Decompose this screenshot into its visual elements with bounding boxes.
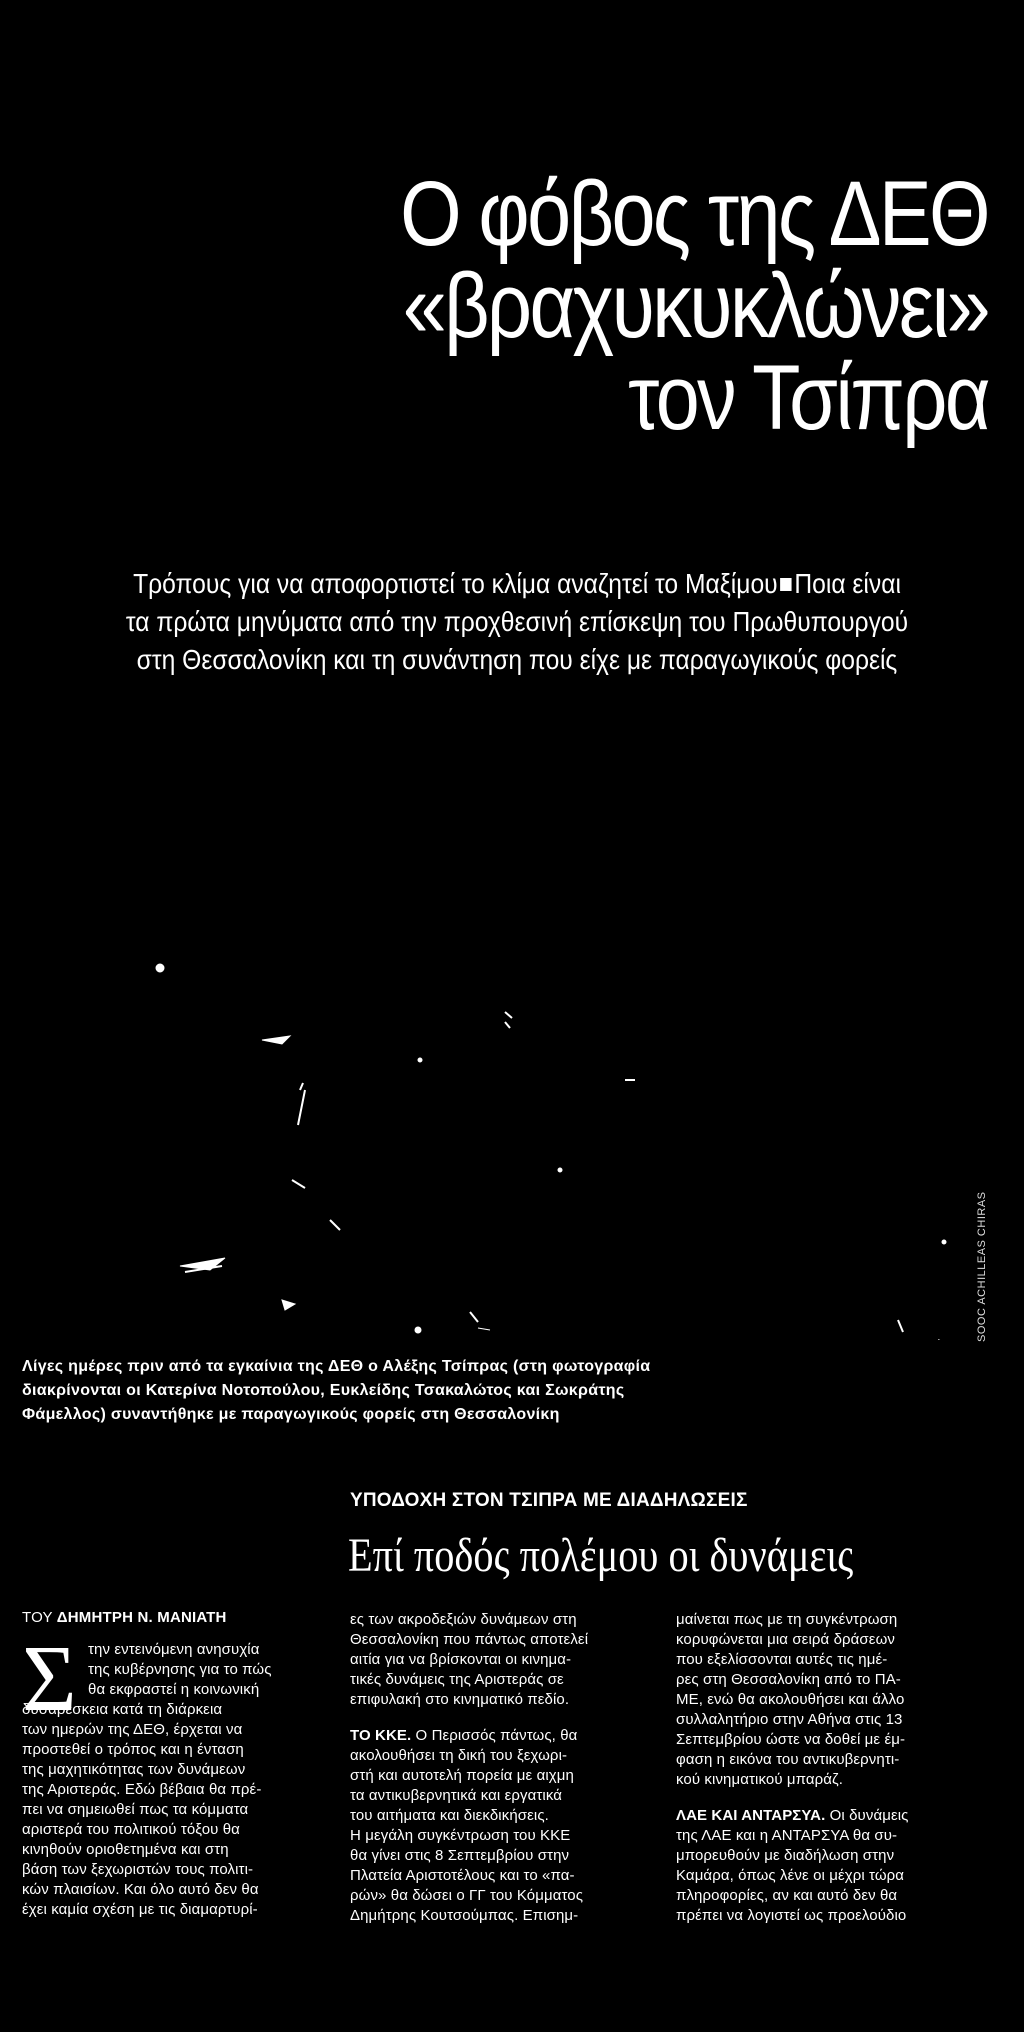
title-line: Ο φόβος της ΔΕΘ [400,163,988,265]
body-line: δυσαρέσκεια κατά τη διάρκεια [22,1701,223,1718]
body-line: την εντεινόμενη ανησυχία [88,1641,260,1658]
section-lead-line: ΛΑΕ ΚΑΙ ΑΝΤΑΡΣΥΑ. Οι δυνάμεις [676,1807,909,1824]
body-line: μπορευθούν με διαδήλωση στην [676,1847,895,1864]
article-subtitle [88,565,945,679]
body-line: που εξελίσσονται αυτές τις ημέ- [676,1651,888,1668]
article-column-2 [350,1610,650,1926]
body-line: προστεθεί ο τρόπος και η ένταση [22,1741,244,1758]
body-line: Καμάρα, όπως λένε οι μέχρι τώρα [676,1867,905,1884]
body-line: Θεσσαλονίκη που πάντως αποτελεί [350,1631,589,1648]
caption-line: Λίγες ημέρες πριν από τα εγκαίνια της ΔΕΘ ο Αλέξης Τσίπρας (στη φωτογραφία [22,1358,651,1375]
body-line: ρών» θα δώσει ο ΓΓ του Κόμματος [350,1887,584,1904]
body-line: των ημερών της ΔΕΘ, έρχεται να [22,1721,243,1738]
section-heading-kke: ΤΟ ΚΚΕ. [350,1727,412,1744]
body-line: μαίνεται πως με τη συγκέντρωση [676,1611,898,1628]
body-line: φαση η εικόνα του αντικυβερνητι- [676,1751,900,1768]
body-line: ΜΕ, ενώ θα ακολουθήσει και άλλο [676,1691,905,1708]
body-line: κινηθούν οριοθετημένα και στη [22,1841,229,1858]
section-kicker: ΥΠΟΔΟΧΗ ΣΤΟΝ ΤΣΙΠΡΑ ΜΕ ΔΙΑΔΗΛΩΣΕΙΣ [350,1490,748,1511]
paragraph-gap [350,1710,650,1726]
article-column-3 [676,1610,976,1926]
body-line: κού κινηματικού μπαράζ. [676,1771,844,1788]
body-line: Δημήτρης Κουτσούμπας. Επισημ- [350,1907,579,1924]
byline [22,1609,227,1626]
body-line: πρέπει να λογιστεί ως προελούδιο [676,1907,907,1924]
body-line: αριστερά του πολιτικού τόξου θα [22,1821,240,1838]
body-line: κών πλαισίων. Και όλο αυτό δεν θα [22,1881,259,1898]
section-heading-lae-antarsya: ΛΑΕ ΚΑΙ ΑΝΤΑΡΣΥΑ. [676,1807,826,1824]
body-line: βάση των ξεχωριστών τους πολιτι- [22,1861,254,1878]
body-line: Σεπτεμβρίου ώστε να δοθεί με έμ- [676,1731,906,1748]
body-line: επιφυλακή στο κινηματικό πεδίο. [350,1691,570,1708]
caption-line: διακρίνονται οι Κατερίνα Νοτοπούλου, Ευκλείδης Τσακαλώτος και Σωκράτης [22,1382,625,1399]
byline-author: ΔΗΜΗΤΡΗ Ν. ΜΑΝΙΑΤΗ [56,1609,227,1626]
body-line: έχει καμία σχέση με τις διαμαρτυρί- [22,1901,258,1918]
drop-cap: Σ [22,1627,77,1731]
body-line: πληροφορίες, αν και αυτό δεν θα [676,1887,898,1904]
body-line: της κυβέρνησης για το πώς [88,1661,272,1678]
article-photo [0,940,1024,1340]
photo-caption [22,1355,982,1427]
body-line: της ΛΑΕ και η ΑΝΤΑΡΣΥΑ θα συ- [676,1827,898,1844]
body-line: θα γίνει στις 8 Σεπτεμβρίου στην [350,1847,570,1864]
photo-credit: SOOC ACHILLEAS CHIRAS [976,1191,988,1342]
body-line: θα εκφραστεί η κοινωνική [88,1681,260,1698]
body-line: Πλατεία Αριστοτέλους και το «πα- [350,1867,575,1884]
subtitle-line: τα πρώτα μηνύματα από την προχθεσινή επίσκεψη του Πρωθυπουργού [125,606,909,637]
article-column-1 [22,1627,322,1920]
title-line: «βραχυκυκλώνει» [402,255,988,357]
body-line: στή και αυτοτελή πορεία με αιχμη [350,1767,574,1784]
body-line: του αιτήματα και διεκδικήσεις. [350,1807,549,1824]
body-line: της Αριστεράς. Εδώ βέβαια θα πρέ- [22,1781,262,1798]
body-line: τα αντικυβερνητικά και εργατικά [350,1787,563,1804]
subtitle-line: στη Θεσσαλονίκη και τη συνάντηση που είχε με παραγωγικούς φορείς [136,644,898,675]
square-bullet-icon [780,578,791,591]
body-line: συλλαλητήριο στην Αθήνα στις 13 [676,1711,903,1728]
body-line: ακολουθήσει τη δική του ξεχωρι- [350,1747,568,1764]
title-line: τον Τσίπρα [628,347,988,449]
body-line: κορυφώνεται μια σειρά δράσεων [676,1631,895,1648]
subtitle-line: Τρόπους για να αποφορτιστεί το κλίμα αναζητεί το Μαξίμου Ποια είναι [133,568,901,599]
body-line: ρες στη Θεσσαλονίκη από το ΠΑ- [676,1671,901,1688]
body-line: Η μεγάλη συγκέντρωση του ΚΚΕ [350,1827,571,1844]
sub-headline: Επί ποδός πολέμου οι δυνάμεις [348,1529,854,1582]
body-line: πει να σημειωθεί πως τα κόμματα [22,1801,249,1818]
section-lead-line: ΤΟ ΚΚΕ. Ο Περισσός πάντως, θα [350,1727,578,1744]
body-line: της μαχητικότητας των δυνάμεων [22,1761,246,1778]
article-title [214,163,988,449]
byline-prefix: ΤΟΥ [22,1609,57,1626]
paragraph-gap [676,1790,976,1806]
body-line: αιτία για να βρίσκονται οι κινημα- [350,1651,572,1668]
body-line: τικές δυνάμεις της Αριστεράς σε [350,1671,564,1688]
caption-line: Φάμελλος) συναντήθηκε με παραγωγικούς φορείς στη Θεσσαλονίκη [22,1406,560,1423]
body-line: ες των ακροδεξιών δυνάμεων στη [350,1611,577,1628]
